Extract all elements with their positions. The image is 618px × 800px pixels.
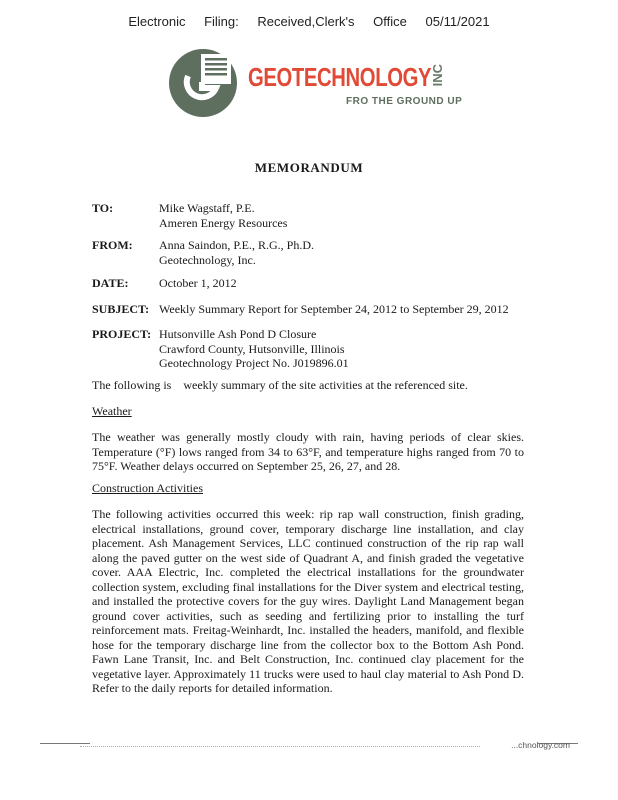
from-label: FROM: xyxy=(92,238,133,252)
electronic-filing-stamp xyxy=(0,14,618,29)
to-line: Mike Wagstaff, P.E. xyxy=(159,201,255,215)
subject-value: Weekly Summary Report for September 24, 2012 to September 29, 2012 xyxy=(159,302,509,316)
project-line: Geotechnology Project No. J019896.01 xyxy=(159,356,349,370)
construction-heading: Construction Activities xyxy=(92,481,203,495)
to-value xyxy=(159,201,287,230)
to-label: TO: xyxy=(92,201,114,215)
page-footer xyxy=(80,740,574,760)
project-label: PROJECT: xyxy=(92,327,152,341)
subject-label: SUBJECT: xyxy=(92,302,150,316)
company-logo xyxy=(168,48,463,118)
intro-paragraph: The following is weekly summary of the site activities at the referenced site. xyxy=(92,378,468,392)
logo-mark-icon xyxy=(168,48,238,118)
weather-heading: Weather xyxy=(92,404,132,418)
stamp-part: Received,Clerk's xyxy=(257,14,355,29)
logo-company-name: GEOTECHNOLOGY xyxy=(248,62,432,92)
logo-tagline: FRO THE GROUND UP xyxy=(346,96,463,107)
stamp-part: Office xyxy=(373,14,407,29)
date-label: DATE: xyxy=(92,276,129,290)
stamp-part: Electronic xyxy=(128,14,186,29)
footer-rule xyxy=(40,743,90,744)
memo-title: MEMORANDUM xyxy=(254,160,364,175)
to-line: Ameren Energy Resources xyxy=(159,215,288,230)
from-line: Geotechnology, Inc. xyxy=(159,252,256,267)
stamp-part: 05/11/2021 xyxy=(425,14,490,29)
project-line: Hutsonville Ash Pond D Closure xyxy=(159,327,317,341)
project-line: Crawford County, Hutsonville, Illinois xyxy=(159,341,345,356)
footer-divider xyxy=(80,746,480,748)
footer-website: ...chnology.com xyxy=(511,740,570,750)
from-line: Anna Saindon, P.E., R.G., Ph.D. xyxy=(159,238,315,252)
logo-inc: INC xyxy=(430,64,445,87)
weather-paragraph: The weather was generally mostly cloudy with rain, having periods of clear skies. Temperature (°F) lows ranged from 34 to 63°F, and temperature highs ranged from 70 to 75°F. Weather delays occurred on September 25, 26, 27, and 28. xyxy=(92,430,524,473)
from-value xyxy=(159,238,314,267)
project-value xyxy=(159,327,349,371)
stamp-part: Filing: xyxy=(204,14,239,29)
construction-paragraph: The following activities occurred this week: rip rap wall construction, finish grading, electrical installations, ground cover, temporary discharge line installation, and clay placement. Ash Management Services, LLC continued construction of the rip rap wall along the paved gutter on the west side of Quadrant A, and finish graded the vegetative cover. AAA Electric, Inc. completed the electrical installations for the groundwater collection system, excluding final installations for the Diver system and electrical testing, and installed the protective covers for the guy wires. Daylight Land Management began ground cover activities, such as seeding and fertilizing prior to installing the turf reinforcement mats. Freitag-Weinhardt, Inc. installed the headers, manifold, and flexible hose for the temporary discharge line from the collector box to the Bottom Ash Pond. Fawn Lane Transit, Inc. and Belt Construction, Inc. continued clay placement for the vegetative layer. Approximately 11 trucks were used to haul clay material to Ash Pond D. Refer to the daily reports for detailed information. xyxy=(92,507,524,695)
date-value: October 1, 2012 xyxy=(159,276,237,290)
